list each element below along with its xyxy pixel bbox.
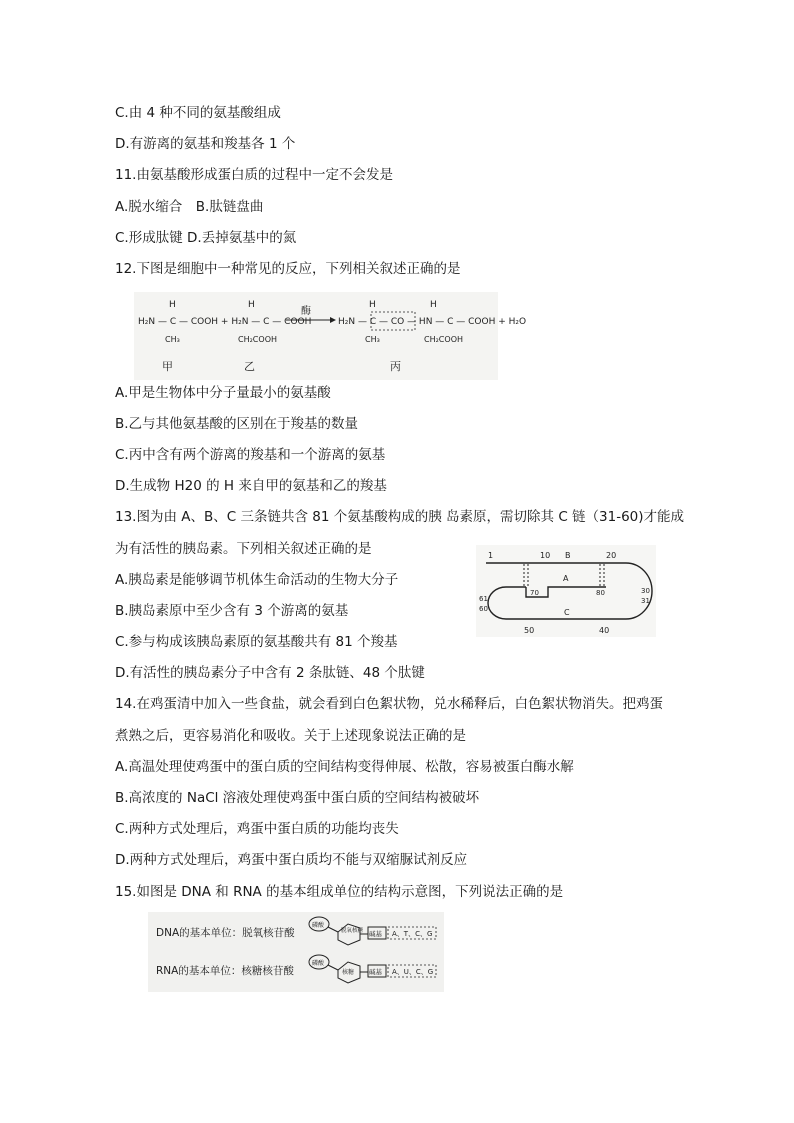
option-12b: B.乙与其他氨基酸的区别在于羧基的数量	[115, 416, 359, 432]
option-14c: C.两种方式处理后，鸡蛋中蛋白质的功能均丧失	[115, 821, 399, 837]
question-12: 12.下图是细胞中一种常见的反应，下列相关叙述正确的是	[115, 261, 461, 277]
question-14-cont: 煮熟之后，更容易消化和吸收。关于上述现象说法正确的是	[115, 728, 466, 744]
ch3-label: CH₃	[365, 335, 380, 344]
residue-40-label: 40	[599, 626, 610, 635]
dna-unit-label: DNA的基本单位：脱氧核苷酸	[156, 927, 295, 939]
svg-text:A、U、C、G: A、U、C、G	[392, 968, 434, 976]
residue-10-label: 10	[540, 551, 551, 560]
option-14a: A.高温处理使鸡蛋中的蛋白质的空间结构变得伸展、松散，容易被蛋白酶水解	[115, 759, 574, 775]
chain-b-label: B	[565, 551, 571, 560]
proinsulin-figure	[476, 545, 656, 637]
option-13b: B.胰岛素原中至少含有 3 个游离的氨基	[115, 603, 349, 619]
svg-text:磷酸: 磷酸	[312, 922, 325, 929]
amino-acid-reaction-figure	[134, 292, 527, 380]
question-13: 13.图为由 A、B、C 三条链共含 81 个氨基酸构成的胰 岛素原，需切除其 C 链（31-60)才能成	[115, 509, 685, 525]
svg-text:碱基: 碱基	[369, 930, 382, 938]
question-14: 14.在鸡蛋清中加入一些食盐，就会看到白色絮状物，兑水稀释后，白色絮状物消失。把鸡蛋	[115, 696, 663, 712]
residue-50-label: 50	[524, 626, 535, 635]
residue-31-label: 31	[641, 597, 650, 605]
nucleotide-figure	[148, 912, 444, 992]
residue-1-label: 1	[488, 551, 494, 560]
residue-61-label: 61	[479, 595, 488, 603]
product-formula: H₂N — C — CO — HN — C — COOH + H₂O	[338, 317, 527, 327]
h-label: H	[248, 300, 255, 310]
question-11: 11.由氨基酸形成蛋白质的过程中一定不会发是	[115, 167, 393, 183]
chain-c-label: C	[564, 608, 570, 617]
option-12c: C.丙中含有两个游离的羧基和一个游离的氨基	[115, 447, 386, 463]
option-10c: C.由 4 种不同的氨基酸组成	[115, 105, 281, 121]
svg-text:碱基: 碱基	[369, 968, 382, 976]
h-label: H	[169, 300, 176, 310]
residue-70-label: 70	[530, 589, 539, 597]
question-13-cont: 为有活性的胰岛素。下列相关叙述正确的是	[115, 541, 372, 557]
residue-80-label: 80	[596, 589, 605, 597]
ch2cooh-label: CH₂COOH	[424, 335, 464, 344]
svg-text:A、T、C、G: A、T、C、G	[392, 930, 433, 938]
option-13a: A.胰岛素是能够调节机体生命活动的生物大分子	[115, 572, 399, 588]
svg-text:脱氧核糖: 脱氧核糖	[341, 928, 364, 934]
option-10d: D.有游离的氨基和羧基各 1 个	[115, 136, 296, 152]
label-jia: 甲	[162, 360, 173, 373]
option-13c: C.参与构成该胰岛素原的氨基酸共有 81 个羧基	[115, 634, 398, 650]
svg-text:核糖: 核糖	[342, 969, 355, 976]
svg-text:磷酸: 磷酸	[312, 960, 325, 967]
enzyme-label: 酶	[301, 306, 311, 317]
reactants-formula: H₂N — C — COOH + H₂N — C — COOH	[138, 317, 312, 327]
ch2cooh-label: CH₂COOH	[238, 335, 278, 344]
option-12d: D.生成物 H20 的 H 来自甲的氨基和乙的羧基	[115, 478, 387, 494]
option-12a: A.甲是生物体中分子量最小的氨基酸	[115, 385, 331, 401]
option-11ab: A.脱水缩合 B.肽链盘曲	[115, 199, 264, 215]
h-label: H	[430, 300, 437, 310]
h-label: H	[369, 300, 376, 310]
residue-60-label: 60	[479, 605, 488, 613]
question-15: 15.如图是 DNA 和 RNA 的基本组成单位的结构示意图，下列说法正确的是	[115, 884, 564, 900]
option-13d: D.有活性的胰岛素分子中含有 2 条肽链、48 个肽键	[115, 665, 425, 681]
label-yi: 乙	[244, 360, 255, 373]
chain-a-label: A	[563, 574, 569, 583]
option-11cd: C.形成肽键 D.丢掉氨基中的氮	[115, 230, 297, 246]
residue-30-label: 30	[641, 587, 650, 595]
rna-unit-label: RNA的基本单位：核糖核苷酸	[156, 965, 294, 977]
option-14b: B.高浓度的 NaCl 溶液处理使鸡蛋中蛋白质的空间结构被破坏	[115, 790, 480, 806]
label-bing: 丙	[390, 360, 401, 373]
option-14d: D.两种方式处理后，鸡蛋中蛋白质均不能与双缩脲试剂反应	[115, 852, 468, 868]
ch3-label: CH₃	[165, 335, 180, 344]
residue-20-label: 20	[606, 551, 617, 560]
